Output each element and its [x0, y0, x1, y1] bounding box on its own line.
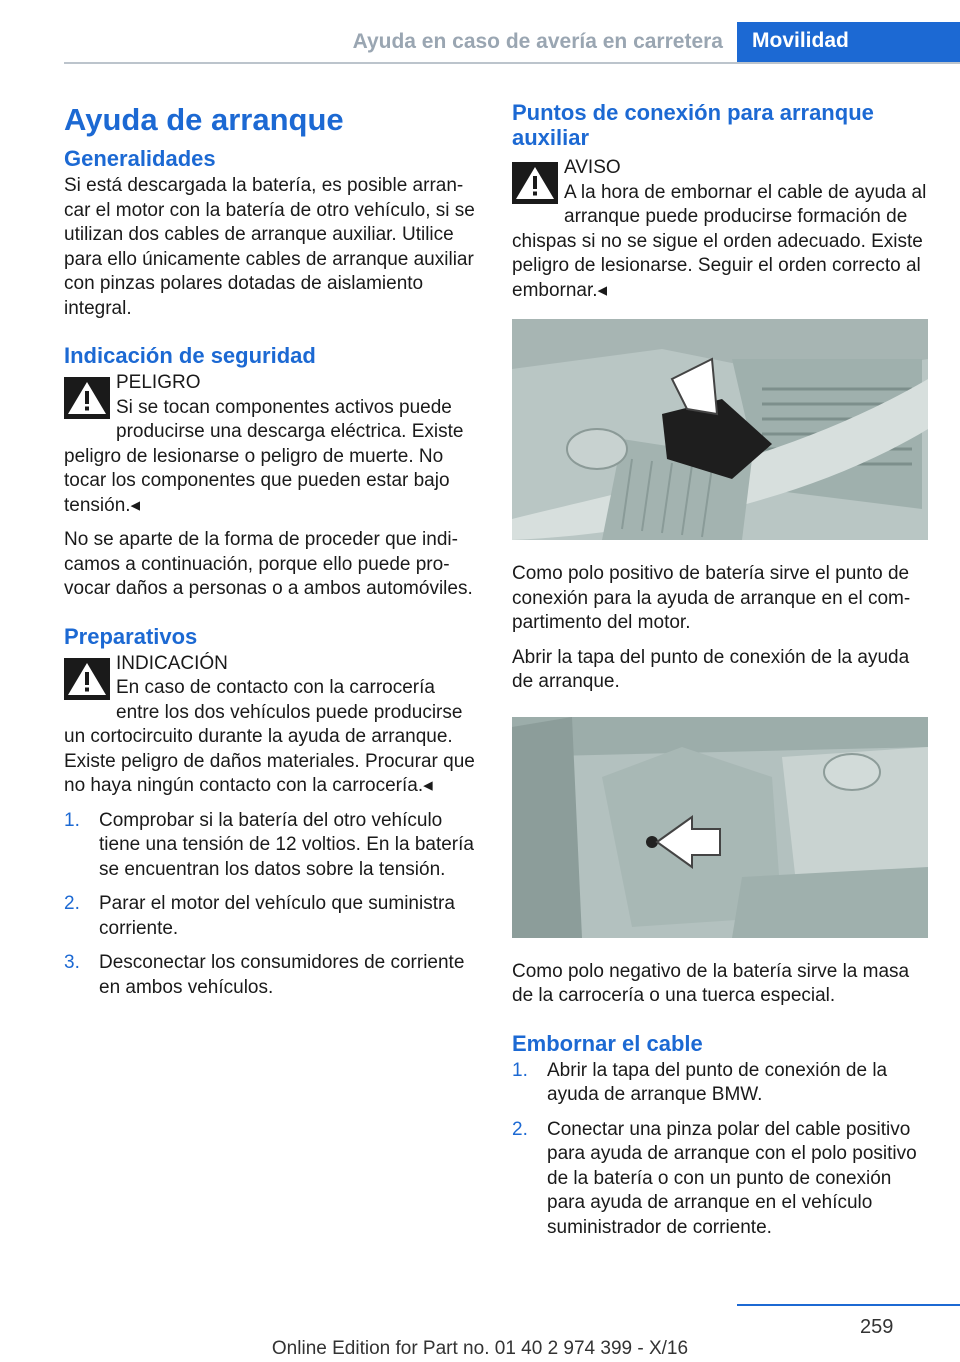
warning-triangle-icon	[64, 658, 110, 700]
footer-edition-text: Online Edition for Part no. 01 40 2 974 399 - X/16	[271, 1338, 689, 1359]
abrir-tapa-paragraph: Abrir la tapa del punto de conexión de la ayuda de arranque.	[512, 646, 910, 692]
embornar-steps	[512, 1059, 928, 1241]
warning-triangle-icon	[512, 162, 558, 204]
preparativos-heading: Preparativos	[64, 623, 198, 649]
embornar-heading: Embornar el cable	[512, 1030, 703, 1056]
no-apartarse-paragraph: No se aparte de la forma de proceder que indicamos a continuación, porque ello puede provocar daños a personas o a ambos automóviles.	[64, 529, 473, 599]
warning-triangle-icon	[64, 377, 110, 419]
peligro-warning	[64, 371, 480, 518]
indicacion-warning	[64, 652, 480, 799]
footer-divider	[737, 1304, 960, 1306]
peligro-text: Si se tocan componentes activos puede producirse una descarga eléctrica. Existe peligro de lesionarse o peligro de muerte. No tocar los componentes que pueden estar bajo tensión.◂	[64, 396, 464, 516]
list-item-text: Conectar una pinza polar del cable positivo para ayuda de arranque con el polo positivo de la batería o con un punto de conexión para ayuda de arranque en el vehículo suministrador de corriente.	[547, 1118, 917, 1238]
list-item-text: Comprobar si la batería del otro vehículo tiene una tensión de 12 voltios. En la batería se encuentran los datos sobre la tensión.	[99, 809, 474, 880]
list-item	[512, 1059, 928, 1108]
list-item-text: Abrir la tapa del punto de conexión de la ayuda de arranque BMW.	[547, 1059, 888, 1105]
right-column	[512, 100, 928, 1250]
list-item-text: Desconectar los consumidores de corriente en ambos vehículos.	[99, 952, 465, 998]
header-divider	[64, 62, 960, 64]
header-chapter-tab[interactable]: Movilidad	[737, 22, 960, 63]
negativo-paragraph: Como polo negativo de la batería sirve la masa de la carrocería o una tuerca especial.	[512, 960, 910, 1006]
list-item	[512, 1118, 928, 1241]
generalidades-paragraph: Si está descargada la batería, es posible arrancar el motor con la batería de otro vehículo, si se utilizan dos cables de arranque auxiliar. Utilice para ello únicamente cables de arranque auxiliar con pinzas polares dotadas de aislamiento integral.	[64, 175, 475, 319]
positive-terminal-photo	[512, 319, 928, 540]
seguridad-heading: Indicación de seguridad	[64, 343, 316, 368]
negative-terminal-photo	[512, 717, 928, 938]
peligro-title: PELIGRO	[116, 372, 201, 393]
left-column	[64, 100, 480, 1010]
positivo-paragraph: Como polo positivo de batería sirve el punto de conexión para la ayuda de arranque en el compartimento del motor.	[512, 563, 911, 633]
aviso-title: AVISO	[564, 157, 621, 178]
list-item-number: 1.	[512, 1059, 528, 1081]
list-item-number: 1.	[64, 809, 80, 831]
aviso-warning	[512, 156, 928, 303]
aviso-text: A la hora de embornar el cable de ayuda al arranque puede producirse formación de chispas si no se sigue el orden adecuado. Existe peligro de lesionarse. Seguir el orden correcto al embornar.◂	[512, 181, 927, 301]
list-item	[64, 951, 480, 1000]
indicacion-text: En caso de contacto con la carrocería entre los dos vehículos puede producirse un cortocircuito durante la ayuda de arranque. Existe peligro de daños materiales. Procurar que no haya ningún contacto con la carrocería.◂	[64, 677, 475, 796]
list-item-number: 2.	[64, 893, 80, 914]
list-item-number: 3.	[64, 952, 80, 973]
list-item	[64, 892, 480, 941]
puntos-conexion-heading: Puntos de conexión para arranque auxiliar	[512, 100, 874, 150]
indicacion-title: INDICACIÓN	[116, 652, 228, 674]
page-title: Ayuda de arranque	[64, 102, 344, 137]
list-item-number: 2.	[512, 1118, 528, 1140]
page-number: 259	[860, 1316, 894, 1338]
list-item	[64, 809, 480, 883]
generalidades-heading: Generalidades	[64, 146, 216, 171]
preparativos-steps	[64, 809, 480, 1001]
header-section-title: Ayuda en caso de avería en carretera	[352, 30, 723, 53]
list-item-text: Parar el motor del vehículo que suministra corriente.	[99, 893, 455, 939]
